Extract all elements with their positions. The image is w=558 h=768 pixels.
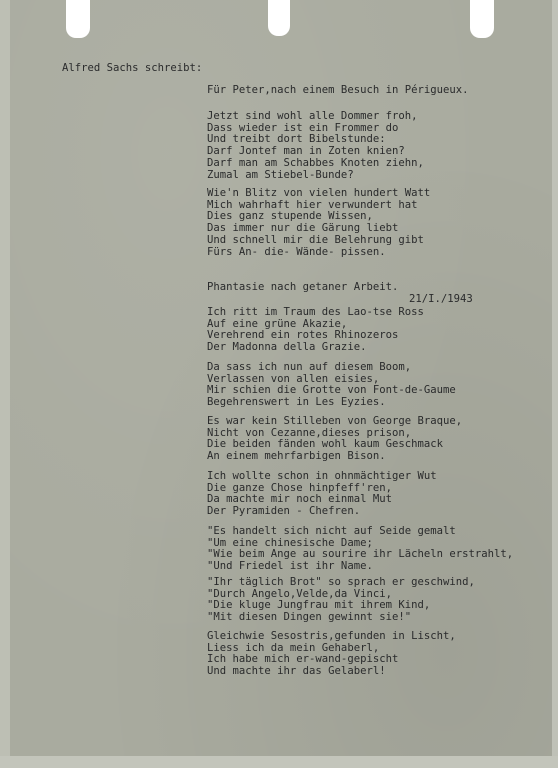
- verse-line: Dass wieder ist ein Frommer do: [207, 121, 399, 134]
- verse-line: "Die kluge Jungfrau mit ihrem Kind,: [207, 599, 431, 612]
- paper-edge-left: [0, 0, 10, 768]
- punch-hole: [470, 0, 494, 38]
- poem1-stanza-2: [207, 188, 430, 258]
- poem2-stanza-2: [207, 362, 456, 409]
- verse-line: Der Pyramiden - Chefren.: [207, 505, 361, 518]
- verse-line: "Durch Angelo,Velde,da Vinci,: [207, 587, 392, 600]
- author-line: Alfred Sachs schreibt:: [62, 62, 203, 74]
- poem1-title: Für Peter,nach einem Besuch in Périgueux.: [207, 84, 469, 96]
- poem2-date: 21/I./1943: [409, 293, 473, 305]
- verse-line: Und treibt dort Bibelstunde:: [207, 133, 386, 146]
- verse-line: Verlassen von allen eisies,: [207, 372, 380, 385]
- verse-line: "Mit diesen Dingen gewinnt sie!": [207, 611, 412, 624]
- poem2-stanza-5: [207, 526, 513, 573]
- verse-line: Es war kein Stilleben von George Braque,: [207, 415, 463, 427]
- verse-line: An einem mehrfarbigen Bison.: [207, 450, 386, 463]
- poem2-stanza-1: [207, 307, 424, 354]
- verse-line: Darf man am Schabbes Knoten ziehn,: [207, 156, 424, 169]
- verse-line: "Ihr täglich Brot" so sprach er geschwind,: [207, 576, 475, 588]
- verse-line: Da machte mir noch einmal Mut: [207, 493, 392, 506]
- poem2-stanza-6: [207, 577, 475, 624]
- paper-edge-right: [552, 0, 558, 768]
- verse-line: Der Madonna della Grazie.: [207, 341, 367, 354]
- verse-line: Nicht von Cezanne,dieses prison,: [207, 426, 412, 439]
- poem2-stanza-4: [207, 471, 437, 518]
- poem2-stanza-3: [207, 416, 462, 463]
- punch-hole: [66, 0, 90, 38]
- poem2-stanza-7: [207, 631, 456, 678]
- verse-line: "Und Friedel ist ihr Name.: [207, 560, 373, 573]
- verse-line: Die beiden fänden wohl kaum Geschmack: [207, 438, 443, 451]
- verse-line: Darf Jontef man in Zoten knien?: [207, 145, 405, 158]
- verse-line: Dies ganz stupende Wissen,: [207, 210, 373, 223]
- verse-line: Ich wollte schon in ohnmächtiger Wut: [207, 470, 437, 482]
- verse-line: Liess ich da mein Gehaberl,: [207, 641, 380, 654]
- verse-line: Und schnell mir die Belehrung gibt: [207, 233, 424, 246]
- verse-line: Ich habe mich er-wand-gepischt: [207, 653, 399, 666]
- verse-line: Gleichwie Sesostris,gefunden in Lischt,: [207, 630, 456, 642]
- punch-hole: [268, 0, 290, 36]
- paper-edge-bottom: [0, 756, 558, 768]
- verse-line: Mir schien die Grotte von Font-de-Gaume: [207, 384, 456, 397]
- verse-line: "Es handelt sich nicht auf Seide gemalt: [207, 525, 456, 537]
- verse-line: Die ganze Chose hinpfeff'ren,: [207, 481, 392, 494]
- verse-line: Ich ritt im Traum des Lao-tse Ross: [207, 306, 424, 318]
- verse-line: Zumal am Stiebel-Bunde?: [207, 168, 354, 181]
- verse-line: Und machte ihr das Gelaberl!: [207, 665, 386, 678]
- verse-line: Jetzt sind wohl alle Dommer froh,: [207, 110, 418, 122]
- verse-line: Begehrenswert in Les Eyzies.: [207, 396, 386, 409]
- verse-line: Mich wahrhaft hier verwundert hat: [207, 198, 418, 211]
- verse-line: Wie'n Blitz von vielen hundert Watt: [207, 187, 431, 199]
- verse-line: Da sass ich nun auf diesem Boom,: [207, 361, 412, 373]
- verse-line: "Um eine chinesische Dame;: [207, 536, 373, 549]
- verse-line: Fürs An- die- Wände- pissen.: [207, 245, 386, 258]
- verse-line: "Wie beim Ange au sourire ihr Lächeln erstrahlt,: [207, 548, 514, 561]
- verse-line: Auf eine grüne Akazie,: [207, 317, 348, 330]
- verse-line: Verehrend ein rotes Rhinozeros: [207, 329, 399, 342]
- verse-line: Das immer nur die Gärung liebt: [207, 222, 399, 235]
- poem1-stanza-1: [207, 111, 424, 181]
- poem2-title: Phantasie nach getaner Arbeit.: [207, 281, 399, 293]
